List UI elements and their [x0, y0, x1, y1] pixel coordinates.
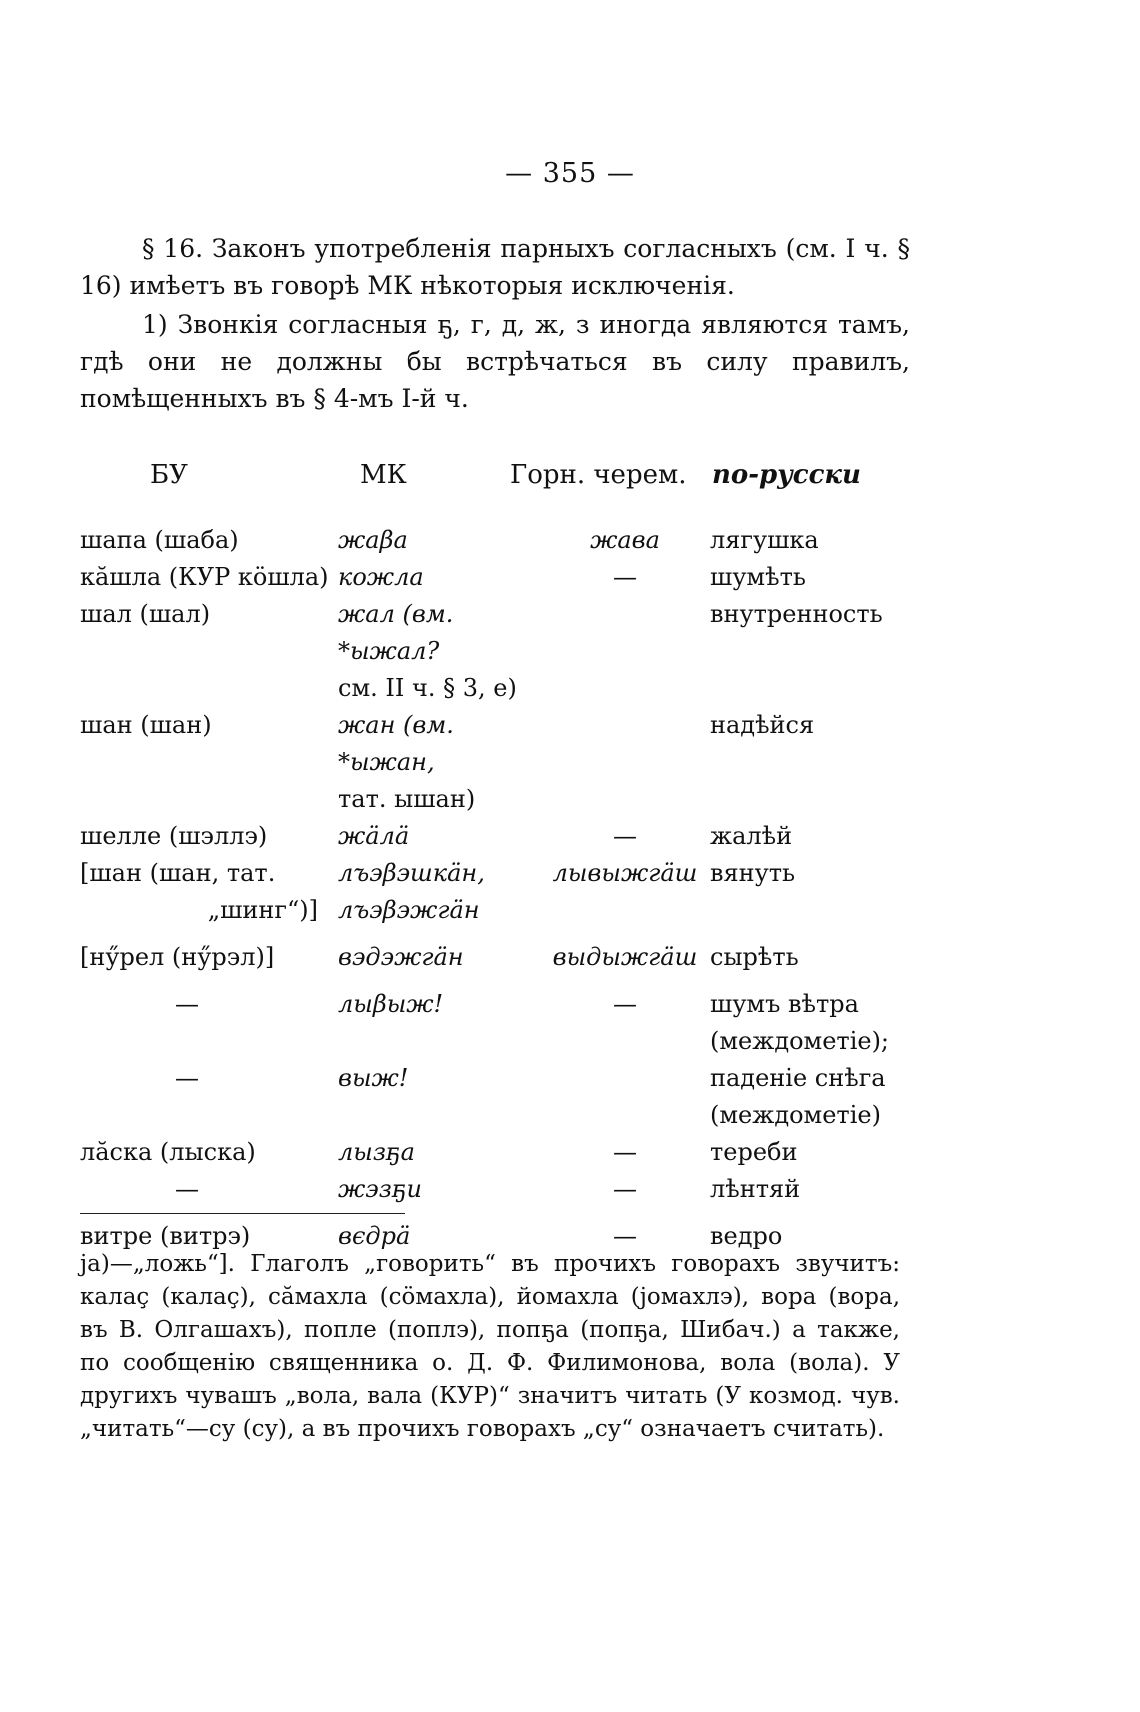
cell-bu: —	[175, 990, 199, 1018]
paragraph-section-16: § 16. Законъ употребленія парныхъ согласныхъ (см. I ч. § 16) имѣетъ въ говорѣ МК нѣкоторыя исключенія.	[80, 234, 910, 300]
cell-mk: кожла	[338, 563, 424, 591]
cell-russian: паденіе снѣга	[710, 1064, 886, 1092]
cell-russian: шумъ вѣтра	[710, 990, 859, 1018]
cell-bu: шапа (шаба)	[80, 526, 239, 554]
cell-russian: внутренность	[710, 600, 883, 628]
cell-gorn: —	[613, 563, 637, 591]
cell-bu: —	[175, 1064, 199, 1092]
cell-russian: сырѣть	[710, 943, 799, 971]
cell-mk: жэзҕи	[338, 1175, 422, 1203]
cell-gorn	[540, 596, 710, 670]
cell-gorn	[540, 781, 710, 818]
cell-russian: (междометіе);	[710, 1027, 890, 1055]
cell-mk: лъэβэжгӓн	[338, 896, 480, 924]
cell-gorn: лывыжгӓш	[552, 859, 698, 887]
table-row	[80, 892, 960, 929]
paragraph-rule-1: 1) Звонкія согласныя ҕ, г, д, ж, з иногда являются тамъ, гдѣ они не должны бы встрѣчаться въ силу правилъ, помѣщенныхъ въ § 4-мъ I-й ч.	[80, 310, 910, 413]
footnote-text: ja)—„ложь“]. Глаголъ „говорить“ въ прочихъ говорахъ звучитъ: калаҫ (калаҫ), сӑмахла (сӧмахла), йомахла (jомахлэ), вора (вора, въ В. Олгашахъ), попле (поплэ), попҕа (попҕа, Шибач.) а также, по сообщенію священника о. Д. Ф. Филимонова, вола (вола). У другихъ чувашъ „вола, вала (КУР)“ значитъ читать (У козмод. чув. „читать“—су (су), а въ прочихъ говорахъ „су“ означаетъ считать).	[80, 1251, 900, 1442]
table-row	[80, 1134, 960, 1171]
cell-bu	[80, 670, 338, 707]
cell-russian: ведро	[710, 1222, 783, 1250]
table-row	[80, 818, 960, 855]
cell-gorn: выдыжгӓш	[552, 943, 698, 971]
table-row	[80, 781, 960, 818]
cell-mk: лыβыж!	[338, 990, 444, 1018]
cell-russian: жалѣй	[710, 822, 793, 850]
cell-bu: лӑска (лыска)	[80, 1138, 256, 1166]
cell-bu: шал (шал)	[80, 600, 211, 628]
cell-gorn: —	[613, 1175, 637, 1203]
table-row	[80, 1060, 960, 1097]
cell-bu: витре (витрэ)	[80, 1222, 251, 1250]
cell-mk	[338, 1023, 540, 1060]
column-header-russian: по-русски	[712, 460, 861, 490]
cell-bu: [шан (шан, тат.	[80, 859, 276, 887]
cell-gorn	[540, 892, 710, 929]
table-row	[80, 855, 960, 892]
cell-bu: шелле (шэллэ)	[80, 822, 268, 850]
page-number: — 355 —	[505, 158, 635, 189]
cell-mk: жал (вм. *ыжал?	[338, 600, 454, 665]
cell-russian: шумѣть	[710, 563, 806, 591]
cell-russian: тереби	[710, 1138, 798, 1166]
cell-bu: кӑшла (КУР кӧшла)	[80, 563, 329, 591]
cell-gorn	[540, 707, 710, 781]
cell-mk: выж!	[338, 1064, 409, 1092]
cell-mk: тат. ышан)	[338, 785, 476, 813]
cell-russian	[710, 892, 960, 929]
cell-mk: вєдрӓ	[338, 1222, 411, 1250]
cell-bu	[80, 1023, 338, 1060]
cell-russian: лѣнтяй	[710, 1175, 801, 1203]
cell-mk: жан (вм. *ыжан,	[338, 711, 454, 776]
table-row	[80, 670, 960, 707]
cell-bu: —	[175, 1175, 199, 1203]
cell-gorn: жава	[590, 526, 660, 554]
cell-mk: жаβа	[338, 526, 408, 554]
cell-gorn: —	[613, 990, 637, 1018]
cell-gorn	[540, 1023, 710, 1060]
cell-bu: „шинг“)]	[207, 896, 318, 924]
table-row	[80, 939, 960, 976]
footnote-divider	[80, 1213, 405, 1214]
table-row	[80, 559, 960, 596]
column-header-bu: БУ	[150, 460, 188, 490]
table-row	[80, 522, 960, 559]
cell-bu: [нӳрел (нӳрэл)]	[80, 943, 275, 971]
cell-mk: лъэβэшкӓн,	[338, 859, 485, 887]
cell-russian: лягушка	[710, 526, 819, 554]
cell-gorn	[540, 1060, 710, 1097]
table-row	[80, 707, 960, 781]
cell-gorn	[540, 670, 710, 707]
table-row	[80, 1023, 960, 1060]
cell-russian	[710, 781, 960, 818]
cell-mk: жӓлӓ	[338, 822, 410, 850]
table-row	[80, 1097, 960, 1134]
table-row	[80, 1171, 960, 1208]
cell-russian: вянуть	[710, 859, 796, 887]
cell-gorn: —	[613, 822, 637, 850]
cell-russian	[710, 670, 960, 707]
word-table	[80, 522, 960, 1255]
cell-gorn: —	[613, 1138, 637, 1166]
table-row	[80, 596, 960, 670]
column-header-mk: МК	[360, 460, 407, 490]
cell-gorn	[540, 1097, 710, 1134]
cell-mk: см. II ч. § 3, е)	[338, 674, 517, 702]
cell-bu: шан (шан)	[80, 711, 212, 739]
cell-bu	[80, 1097, 338, 1134]
cell-russian: надѣйся	[710, 711, 815, 739]
cell-gorn: —	[613, 1222, 637, 1250]
cell-mk: вэдэжгӓн	[338, 943, 464, 971]
column-header-gorn: Горн. черем.	[510, 460, 687, 490]
cell-bu	[80, 781, 338, 818]
table-row	[80, 986, 960, 1023]
cell-mk: лызҕа	[338, 1138, 415, 1166]
cell-mk	[338, 1097, 540, 1134]
cell-russian: (междометіе)	[710, 1101, 881, 1129]
